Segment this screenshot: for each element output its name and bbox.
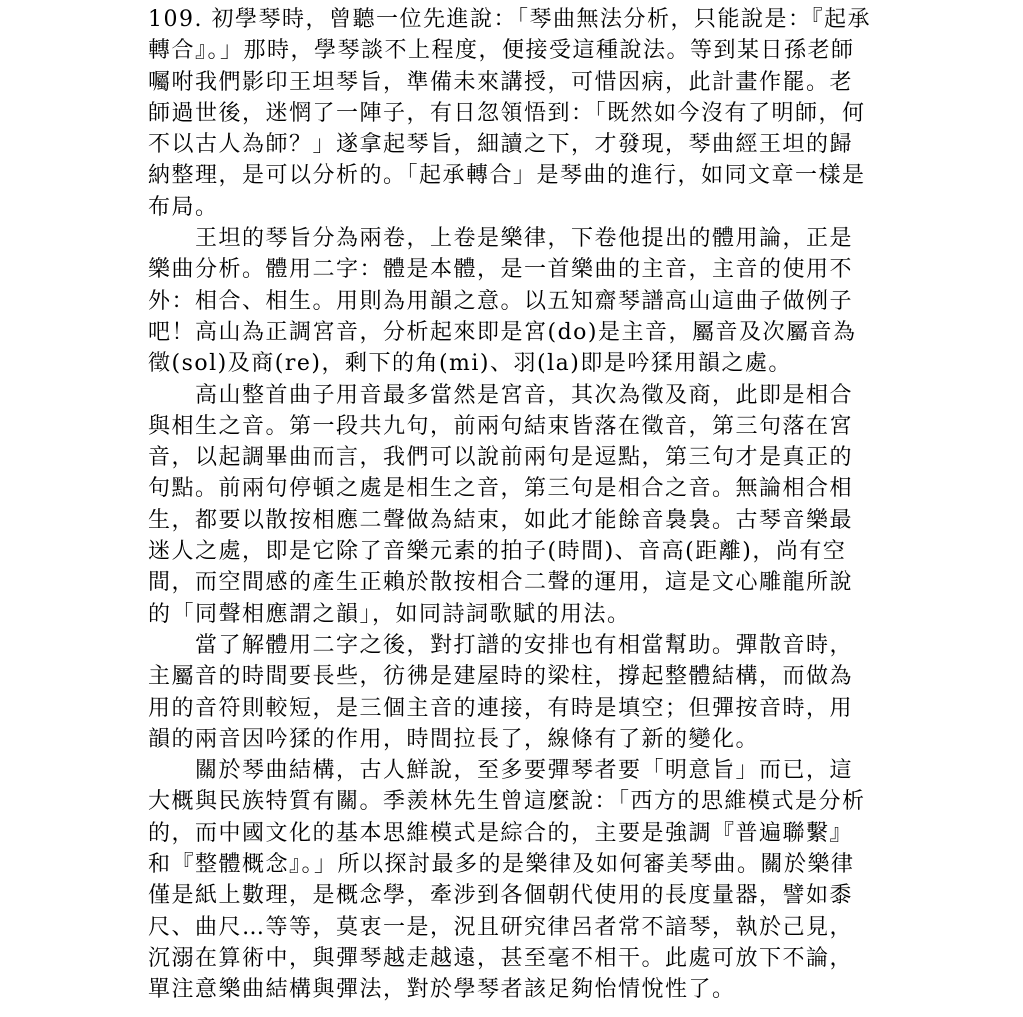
text-line: 王坦的琴旨分為兩卷，上卷是樂律，下卷他提出的體用論，正是	[148, 226, 854, 252]
text-line: 和『整體概念』。」所以探討最多的是樂律及如何審美琴曲。關於樂律	[148, 852, 855, 878]
text-line: 囑咐我們影印王坦琴旨，準備未來講授，可惜因病，此計畫作罷。老	[148, 69, 854, 95]
text-line: 沉溺在算術中，與彈琴越走越遠，甚至毫不相干。此處可放下不論，	[148, 945, 854, 971]
text-line: 的「同聲相應謂之韻」，如同詩詞歌賦的用法。	[148, 601, 631, 627]
text-line: 韻的兩音因吟猱的作用，時間拉長了，線條有了新的變化。	[148, 726, 760, 752]
text-line: 用的音符則較短，是三個主音的連接，有時是填空；但彈按音時，用	[148, 695, 854, 721]
text-line: 當了解體用二字之後，對打譜的安排也有相當幫助。彈散音時，	[148, 632, 854, 658]
text-line: 布局。	[148, 194, 219, 220]
text-line: 吧！高山為正調宮音，分析起來即是宮(do)是主音，屬音及次屬音為	[148, 319, 857, 345]
text-line: 生，都要以散按相應二聲做為結束，如此才能餘音裊裊。古琴音樂最	[148, 507, 854, 533]
text-line: 僅是紙上數理，是概念學，牽涉到各個朝代使用的長度量器，譬如黍	[148, 883, 854, 909]
text-line: 徵(sol)及商(re)，剩下的角(mi)、羽(la)即是吟猱用韻之處。	[148, 351, 792, 377]
text-line: 師過世後，迷惘了一陣子，有日忽領悟到：「既然如今沒有了明師，何	[148, 100, 866, 126]
text-line: 間，而空間感的產生正賴於散按相合二聲的運用，這是文心雕龍所說	[148, 570, 854, 596]
text-line: 單注意樂曲結構與彈法，對於學琴者該足夠怡情悅性了。	[148, 977, 736, 1003]
text-line: 關於琴曲結構，古人鮮說，至多要彈琴者要「明意旨」而已，這	[148, 758, 854, 784]
text-line: 與相生之音。第一段共九句，前兩句結束皆落在徵音，第三句落在宮	[148, 413, 854, 439]
text-line: 主屬音的時間要長些，彷彿是建屋時的梁柱，撐起整體結構，而做為	[148, 664, 854, 690]
text-line: 樂曲分析。體用二字：體是本體，是一首樂曲的主音，主音的使用不	[148, 257, 854, 283]
document-page	[148, 4, 888, 1006]
text-line: 高山整首曲子用音最多當然是宮音，其次為徵及商，此即是相合	[148, 382, 854, 408]
text-line: 納整理，是可以分析的。「起承轉合」是琴曲的進行，如同文章一樣是	[148, 163, 866, 189]
text-line: 大概與民族特質有關。季羨林先生曾這麼說：「西方的思維模式是分析	[148, 789, 866, 815]
text-line: 不以古人為師？」遂拿起琴旨，細讀之下，才發現，琴曲經王坦的歸	[148, 132, 854, 158]
text-line: 的，而中國文化的基本思維模式是綜合的，主要是強調『普遍聯繫』	[148, 820, 854, 846]
text-line: 句點。前兩句停頓之處是相生之音，第三句是相合之音。無論相合相	[148, 476, 854, 502]
text-line: 音，以起調畢曲而言，我們可以說前兩句是逗點，第三句才是真正的	[148, 445, 854, 471]
text-line: 109. 初學琴時，曾聽一位先進說：「琴曲無法分析，只能說是：『起承	[148, 7, 871, 32]
text-line: 轉合』。」那時，學琴談不上程度，便接受這種說法。等到某日孫老師	[148, 38, 855, 64]
text-line: 迷人之處，即是它除了音樂元素的拍子(時間)、音高(距離)，尚有空	[148, 539, 847, 565]
text-line: 外：相合、相生。用則為用韻之意。以五知齋琴譜高山這曲子做例子	[148, 288, 854, 314]
text-line: 尺、曲尺…等等，莫衷一是，況且研究律呂者常不諳琴，執於己見，	[148, 914, 854, 940]
